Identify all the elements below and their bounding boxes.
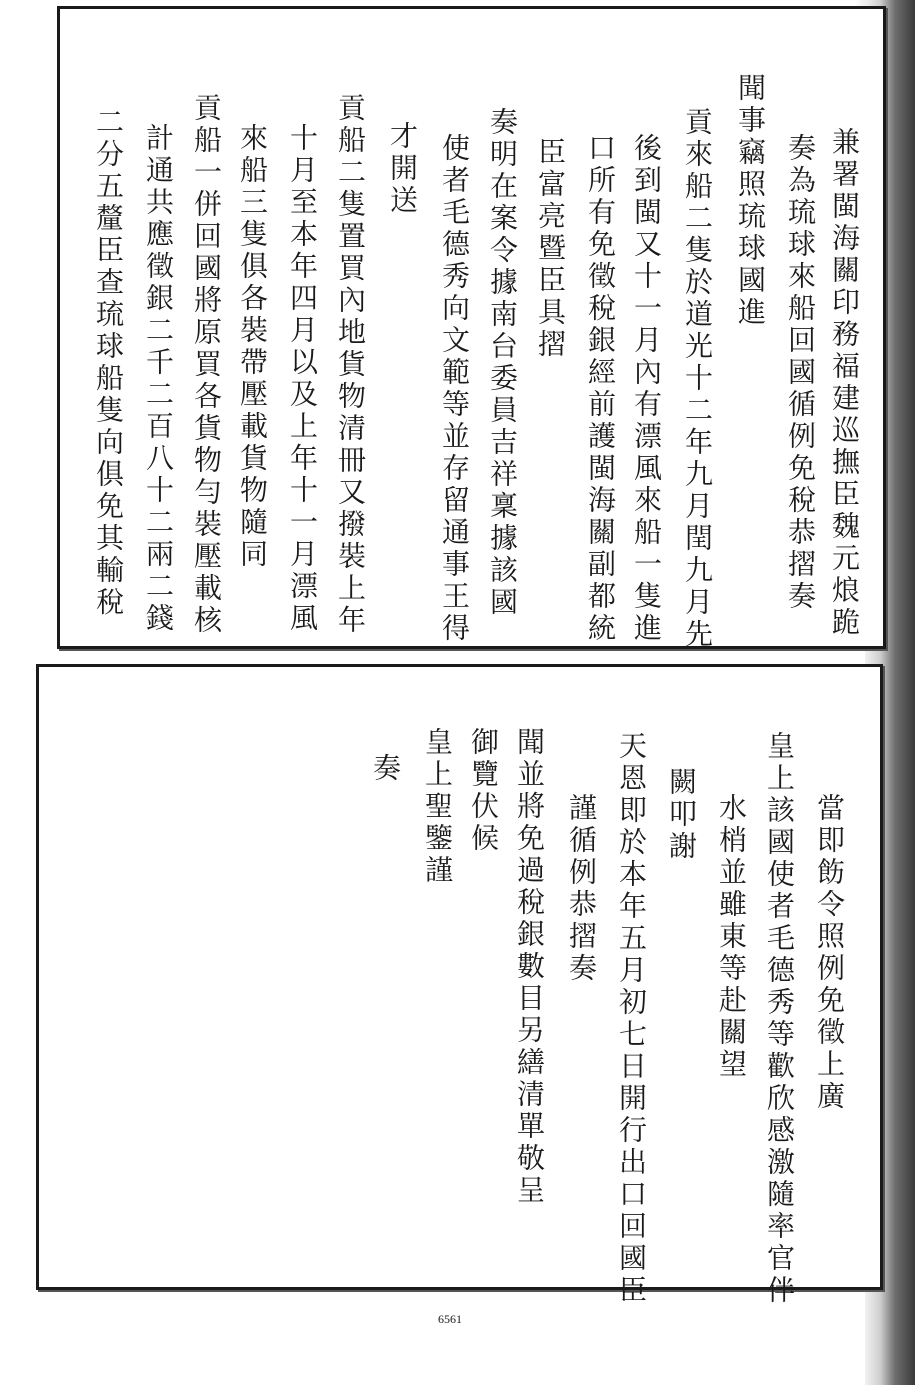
column-3: 聞事竊照琉球國進 xyxy=(734,73,767,329)
column-2: 奏為琉球來船回國循例免稅恭摺奏 xyxy=(784,133,817,613)
column-12: 十月至本年四月以及上年十一月漂風 xyxy=(286,123,319,635)
column-6: 口所有免徵稅銀經前護閩海關副都統 xyxy=(584,133,617,645)
column-8: 奏明在案令據南台委員吉祥稟據該國 xyxy=(486,107,519,619)
column-7: 臣富亮暨臣具摺 xyxy=(534,137,567,361)
column-13: 來船三隻俱各裝帶壓載貨物隨同 xyxy=(236,123,269,571)
column-9: 皇上聖鑒謹 xyxy=(421,727,454,887)
column-4: 貢來船二隻於道光十二年九月閏九月先 xyxy=(681,107,714,651)
memorial-panel-top xyxy=(57,6,886,649)
column-3: 水梢並雖東等赴關望 xyxy=(715,793,748,1081)
page-number: 6561 xyxy=(438,1312,462,1326)
column-2: 皇上該國使者毛德秀等歡欣感激隨率官伴 xyxy=(763,731,796,1307)
column-8: 御覽伏候 xyxy=(467,727,500,855)
column-16: 二分五釐臣查琉球船隻向俱免其輸稅 xyxy=(92,107,125,619)
column-5: 後到閩又十一月內有漂風來船一隻進 xyxy=(630,133,663,645)
column-9: 使者毛德秀向文範等並存留通事王得 xyxy=(438,133,471,645)
column-10: 奏 xyxy=(369,753,402,785)
column-7: 聞並將免過稅銀數目另繕清單敬呈 xyxy=(513,727,546,1207)
column-6: 謹循例恭摺奏 xyxy=(565,793,598,985)
column-15: 計通共應徵銀二千二百八十二兩二錢 xyxy=(142,123,175,635)
column-5: 天恩即於本年五月初七日開行出口回國臣 xyxy=(615,731,648,1307)
column-10: 才開送 xyxy=(386,121,419,217)
memorial-panel-bottom xyxy=(36,664,883,1307)
column-11: 貢船二隻置買內地貨物清冊又撥裝上年 xyxy=(334,93,367,637)
column-1: 當即飭令照例免徵上廣 xyxy=(813,793,846,1113)
column-4: 闕叩謝 xyxy=(665,767,698,863)
column-1: 兼署閩海關印務福建巡撫臣魏元烺跪 xyxy=(828,127,861,639)
column-14: 貢船一併回國將原買各貨物勻裝壓載核 xyxy=(190,93,223,637)
